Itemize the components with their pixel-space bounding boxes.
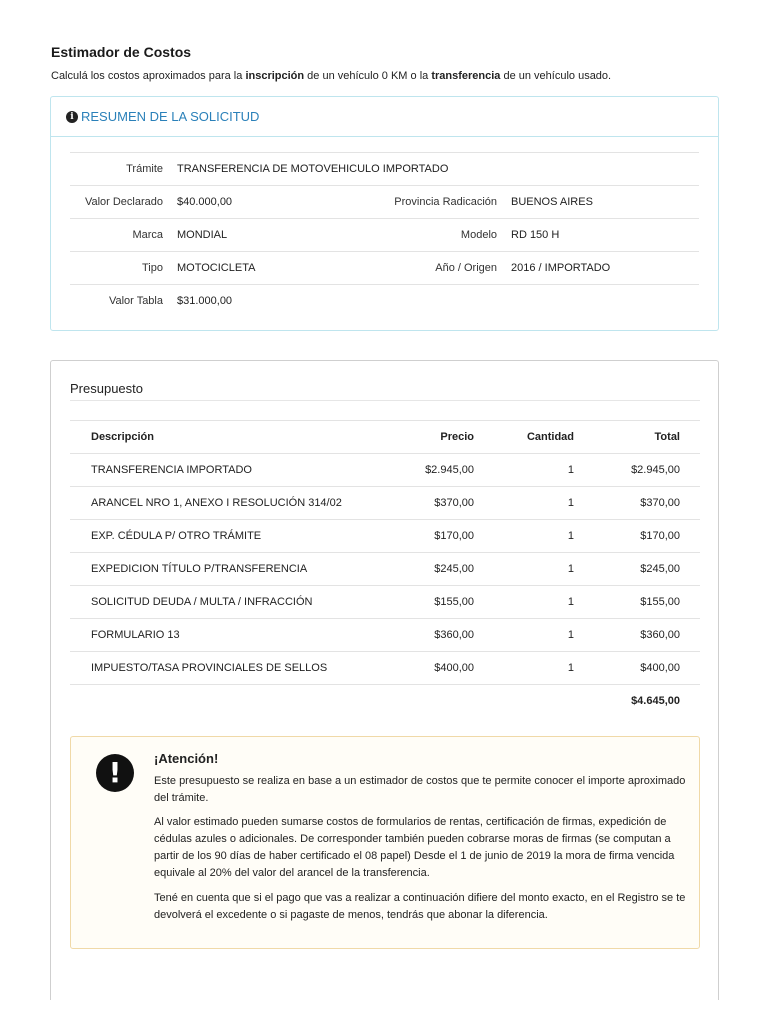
row-total: $360,00 [640, 629, 680, 641]
budget-header-row [70, 421, 700, 454]
summary-heading: RESUMEN DE LA SOLICITUD [81, 109, 260, 124]
alert-paragraph-2: Al valor estimado pueden sumarse costos de formularios de rentas, certificación de firmas, expedición de cédulas azules o adicionales. De corresponder también pueden cobrarse moras de firmas (se computan a partir de los 90 días de haber certificado el 08 papel) Desde el 1 de junio de 2019 la mora de firma vencida equivale al 20% del valor del arancel de la transferencia. [154, 816, 675, 879]
row-quantity: 1 [567, 596, 574, 608]
row-price: $245,00 [434, 563, 474, 575]
row-quantity: 1 [567, 563, 574, 575]
table-row [70, 520, 700, 553]
row-total: $155,00 [640, 596, 680, 608]
table-row [70, 454, 700, 487]
alert-paragraph-3: Tené en cuenta que si el pago que vas a realizar a continuación difiere del monto exacto, en el Registro se te devolverá el excedente o si pagaste de menos, tendrás que abonar la diferencia. [154, 892, 686, 921]
row-price: $400,00 [434, 662, 474, 674]
valor-tabla-value: $31.000,00 [177, 295, 233, 308]
row-total: $245,00 [640, 563, 680, 575]
tramite-value: TRANSFERENCIA DE MOTOVEHICULO IMPORTADO [177, 163, 449, 175]
summary-row [70, 153, 699, 186]
column-header-cantidad: Cantidad [474, 421, 574, 454]
anio-origen-label: Año / Origen [435, 262, 497, 274]
row-description: FORMULARIO 13 [91, 629, 180, 641]
marca-value: MONDIAL [177, 229, 228, 241]
column-header-descripcion: Descripción [70, 421, 400, 454]
row-price: $360,00 [434, 629, 474, 641]
anio-origen-value: 2016 / IMPORTADO [511, 262, 611, 274]
row-quantity: 1 [567, 530, 574, 542]
budget-panel [50, 360, 719, 1000]
provincia-label: Provincia Radicación [394, 196, 497, 208]
row-total: $370,00 [640, 497, 680, 509]
summary-panel [50, 96, 719, 331]
marca-label: Marca [132, 229, 163, 241]
modelo-value: RD 150 H [511, 229, 560, 241]
table-row [70, 487, 700, 520]
row-price: $370,00 [434, 497, 474, 509]
page-title: Estimador de Costos [51, 44, 192, 60]
subtitle-bold-inscripcion: inscripción [245, 70, 305, 82]
summary-header [51, 97, 718, 137]
row-total: $400,00 [640, 662, 680, 674]
valor-tabla-label: Valor Tabla [108, 295, 163, 308]
row-quantity: 1 [567, 629, 574, 641]
alert-paragraph-1: Este presupuesto se realiza en base a un estimador de costos que te permite conocer el importe aproximado del trámite. [154, 775, 686, 804]
row-total: $170,00 [640, 530, 680, 542]
row-description: EXP. CÉDULA P/ OTRO TRÁMITE [91, 530, 262, 542]
row-quantity: 1 [567, 497, 574, 509]
table-row [70, 619, 700, 652]
row-description: EXPEDICION TÍTULO P/TRANSFERENCIA [91, 563, 308, 575]
divider [70, 400, 700, 401]
grand-total: $4.645,00 [631, 695, 680, 708]
provincia-value: BUENOS AIRES [511, 196, 593, 208]
tramite-label: Trámite [126, 163, 163, 175]
row-description: IMPUESTO/TASA PROVINCIALES DE SELLOS [91, 662, 328, 674]
modelo-label: Modelo [460, 229, 497, 241]
row-total: $2.945,00 [631, 464, 680, 476]
row-description: SOLICITUD DEUDA / MULTA / INFRACCIÓN [91, 596, 313, 608]
tipo-label: Tipo [142, 262, 163, 274]
subtitle-text: de un vehículo usado. [500, 70, 612, 82]
subtitle-text: de un vehículo 0 KM o la [304, 70, 432, 82]
summary-row [70, 219, 699, 252]
table-row [70, 652, 700, 685]
grand-total-row [70, 685, 700, 718]
row-price: $155,00 [434, 596, 474, 608]
summary-row [70, 285, 699, 318]
exclamation-icon: ! [96, 754, 134, 792]
column-header-total: Total [574, 421, 700, 454]
table-row [70, 586, 700, 619]
row-description: ARANCEL NRO 1, ANEXO I RESOLUCIÓN 314/02 [91, 497, 342, 509]
column-header-precio: Precio [400, 421, 474, 454]
summary-row [70, 252, 699, 285]
alert-title: ¡Atención! [154, 751, 219, 766]
row-quantity: 1 [567, 662, 574, 674]
subtitle-bold-transferencia: transferencia [431, 70, 501, 82]
valor-declarado-value: $40.000,00 [177, 196, 233, 208]
info-icon: i [66, 111, 78, 123]
tipo-value: MOTOCICLETA [177, 262, 256, 274]
page-subtitle [51, 70, 611, 82]
subtitle-text: Calculá los costos aproximados para la [51, 70, 246, 82]
table-row [70, 553, 700, 586]
summary-row [70, 186, 699, 219]
row-description: TRANSFERENCIA IMPORTADO [91, 464, 252, 476]
budget-title: Presupuesto [70, 381, 143, 396]
row-quantity: 1 [567, 464, 574, 476]
row-price: $170,00 [434, 530, 474, 542]
valor-declarado-label: Valor Declarado [84, 196, 163, 208]
attention-alert [70, 736, 700, 949]
budget-table [70, 420, 700, 718]
summary-table [70, 152, 699, 318]
row-price: $2.945,00 [425, 464, 474, 476]
